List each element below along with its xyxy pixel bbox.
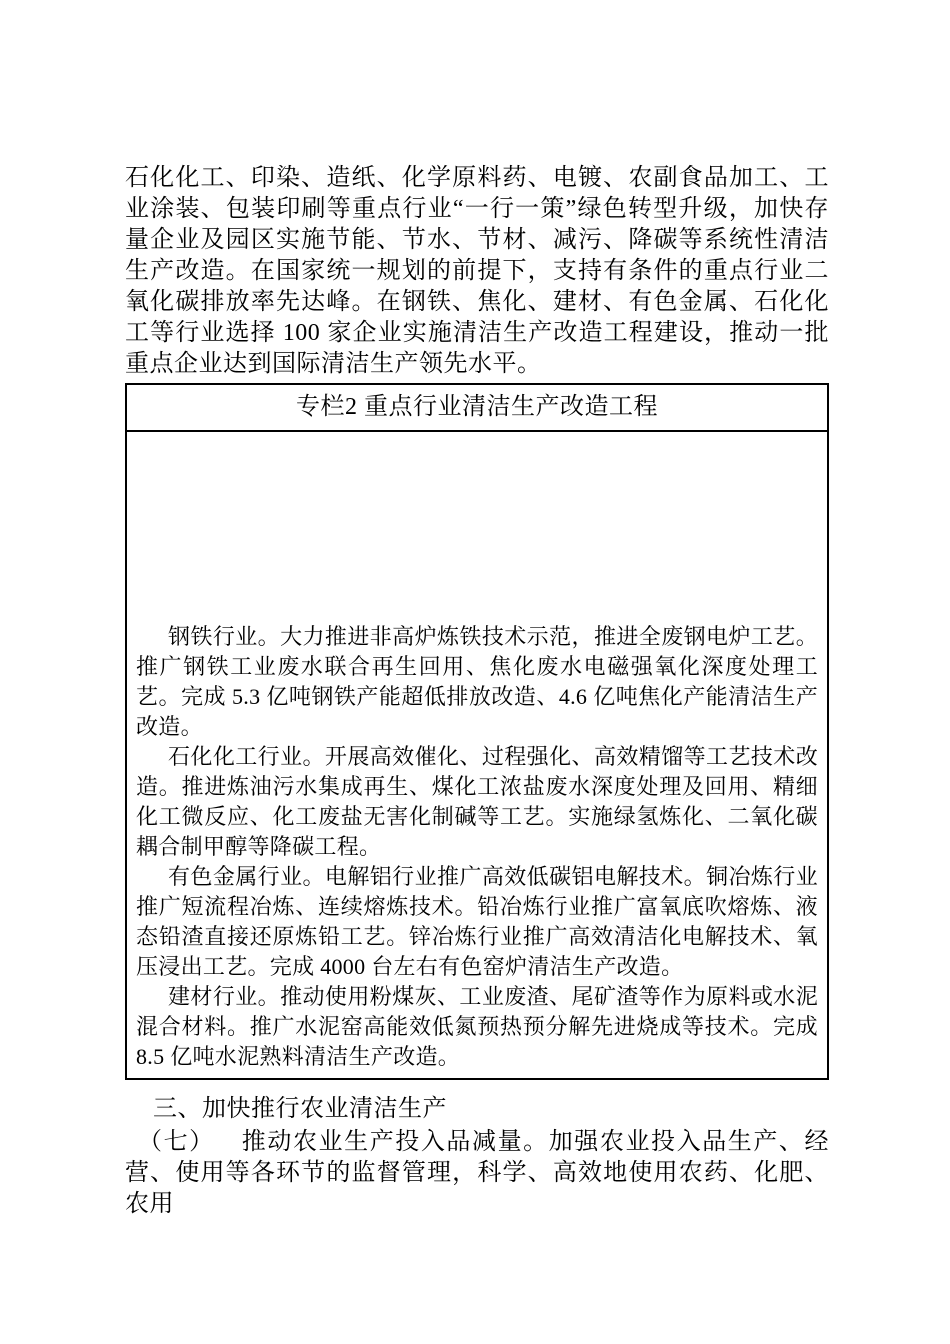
box-title: 专栏2 重点行业清洁生产改造工程: [127, 385, 827, 432]
box-paragraph-petrochemical-industry: 石化化工行业。开展高效催化、过程强化、高效精馏等工艺技术改造。推进炼油污水集成再生、煤化工浓盐废水深度处理及回用、精细化工微反应、化工废盐无害化制碱等工艺。实施绿氢炼化、二氧化碳耦合制甲醇等降碳工程。: [136, 744, 818, 859]
item-text: 推动农业生产投入品减量。加强农业投入品生产、经营、使用等各环节的监督管理，科学、高效地使用农药、化肥、农用: [125, 1129, 830, 1217]
item-number: （七）: [138, 1129, 215, 1155]
intro-paragraph: 石化化工、印染、造纸、化学原料药、电镀、农副食品加工、工业涂装、包装印刷等重点行业“一行一策”绿色转型升级，加快存量企业及园区实施节能、节水、节材、减污、降碳等系统性清洁生产改造。在国家统一规划的前提下，支持有条件的重点行业二氧化碳排放率先达峰。在钢铁、焦化、建材、有色金属、石化化工等行业选择 100 家企业实施清洁生产改造工程建设，推动一批重点企业达到国际清洁生产领先水平。: [125, 165, 829, 377]
highlight-box: [125, 383, 829, 1080]
box-paragraph-nonferrous-metals-industry: 有色金属行业。电解铝行业推广高效低碳铝电解技术。铜冶炼行业推广短流程冶炼、连续熔炼技术。铅冶炼行业推广富氧底吹熔炼、液态铅渣直接还原炼铅工艺。锌冶炼行业推广高效清洁化电解技术、氧压浸出工艺。完成 4000 台左右有色窑炉清洁生产改造。: [136, 864, 818, 979]
box-empty-space: [136, 436, 818, 622]
item-paragraph: [125, 1127, 829, 1220]
box-body: [127, 432, 827, 1078]
box-paragraph-steel-industry: 钢铁行业。大力推进非高炉炼铁技术示范，推进全废钢电炉工艺。推广钢铁工业废水联合再生回用、焦化废水电磁强氧化深度处理工艺。完成 5.3 亿吨钢铁产能超低排放改造、4.6 亿吨焦化产能清洁生产改造。: [136, 624, 818, 739]
box-paragraph-building-materials-industry: 建材行业。推动使用粉煤灰、工业废渣、尾矿渣等作为原料或水泥混合材料。推广水泥窑高能效低氮预热预分解先进烧成等技术。完成 8.5 亿吨水泥熟料清洁生产改造。: [136, 984, 818, 1069]
section-heading: 三、加快推行农业清洁生产: [153, 1096, 447, 1122]
page-content: [125, 163, 829, 1220]
